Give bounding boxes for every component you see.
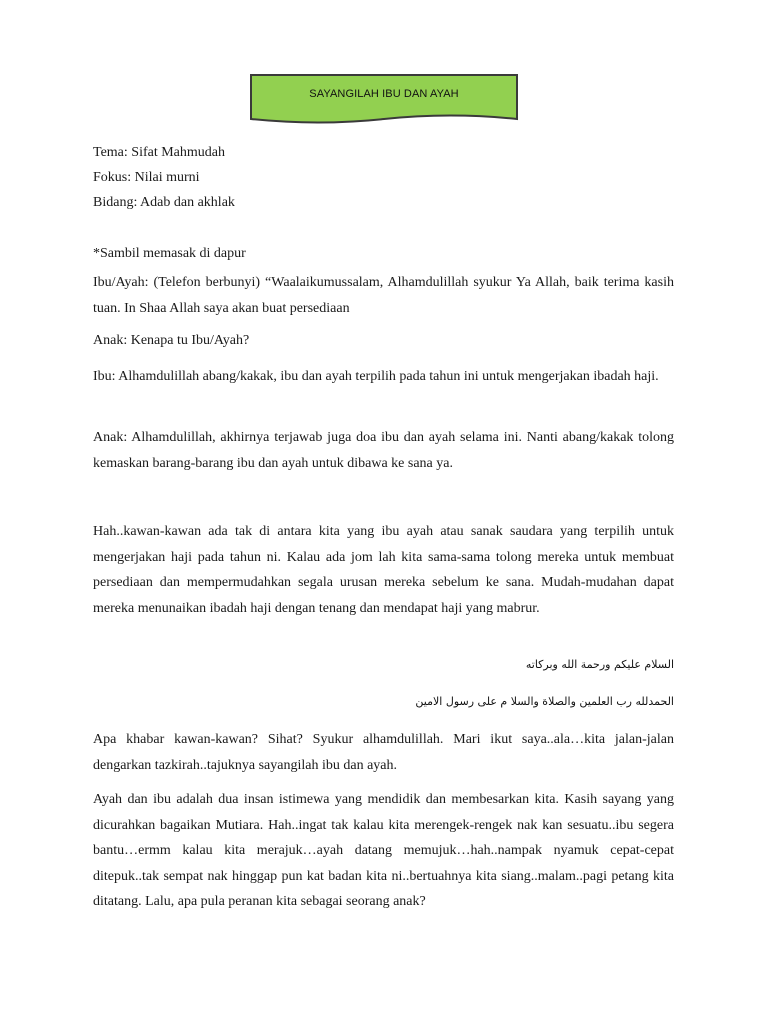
lesson-meta (93, 140, 674, 215)
body-paragraph-1: Hah..kawan-kawan ada tak di antara kita yang ibu ayah atau sanak saudara yang terpilih untuk mengerjakan haji pada tahun ni. Kalau ada jom lah kita sama-sama tolong mereka untuk membuat persediaan dan mempermudahkan segala urusan mereka sebelum ke sana. Mudah-mudahan dapat mereka menunaikan ibadah haji dengan tenang dan mendapat haji yang mabrur. (93, 524, 674, 616)
dialogue-line-parent-2: Ibu: Alhamdulillah abang/kakak, ibu dan ayah terpilih pada tahun ini untuk mengerjakan ibadah haji. (93, 369, 659, 384)
meta-tema: Tema: Sifat Mahmudah (93, 145, 225, 160)
scene-note: *Sambil memasak di dapur (93, 246, 246, 261)
dialogue-line-child-1: Anak: Kenapa tu Ibu/Ayah? (93, 333, 250, 348)
document-title: SAYANGILAH IBU DAN AYAH (309, 88, 459, 100)
meta-fokus: Fokus: Nilai murni (93, 170, 200, 185)
document-page (93, 0, 674, 1024)
meta-bidang: Bidang: Adab dan akhlak (93, 195, 235, 210)
arabic-greeting: السلام عليكم ورحمة الله وبركاته (525, 658, 674, 671)
dialogue-line-parent-1: Ibu/Ayah: (Telefon berbunyi) “Waalaikumussalam, Alhamdulillah syukur Ya Allah, baik terima kasih tuan. In Shaa Allah saya akan buat persediaan (93, 275, 674, 316)
arabic-praise: الحمدلله رب العلمين والصلاة والسلا م على رسول الامين (415, 695, 674, 708)
dialogue-line-child-2: Anak: Alhamdulillah, akhirnya terjawab juga doa ibu dan ayah selama ini. Nanti abang/kakak tolong kemaskan barang-barang ibu dan ayah untuk dibawa ke sana ya. (93, 430, 674, 471)
body-paragraph-2: Apa khabar kawan-kawan? Sihat? Syukur alhamdulillah. Mari ikut saya..ala…kita jalan-jalan dengarkan tazkirah..tajuknya sayangilah ibu dan ayah. (93, 732, 674, 773)
body-paragraph-3: Ayah dan ibu adalah dua insan istimewa yang mendidik dan membesarkan kita. Kasih sayang yang dicurahkan bagaikan Mutiara. Hah..ingat tak kalau kita merengek-rengek nak kan sesuatu..ibu segera bantu…ermm kalau kita merajuk…ayah datang memujuk…hah..nampak nyamuk cepat-cepat ditepuk..tak sempat nak hinggap pun kat badan kita ni..bertuahnya kita siang..malam..pagi petang kita ditatang. Lalu, apa pula peranan kita sebagai seorang anak? (93, 792, 674, 909)
